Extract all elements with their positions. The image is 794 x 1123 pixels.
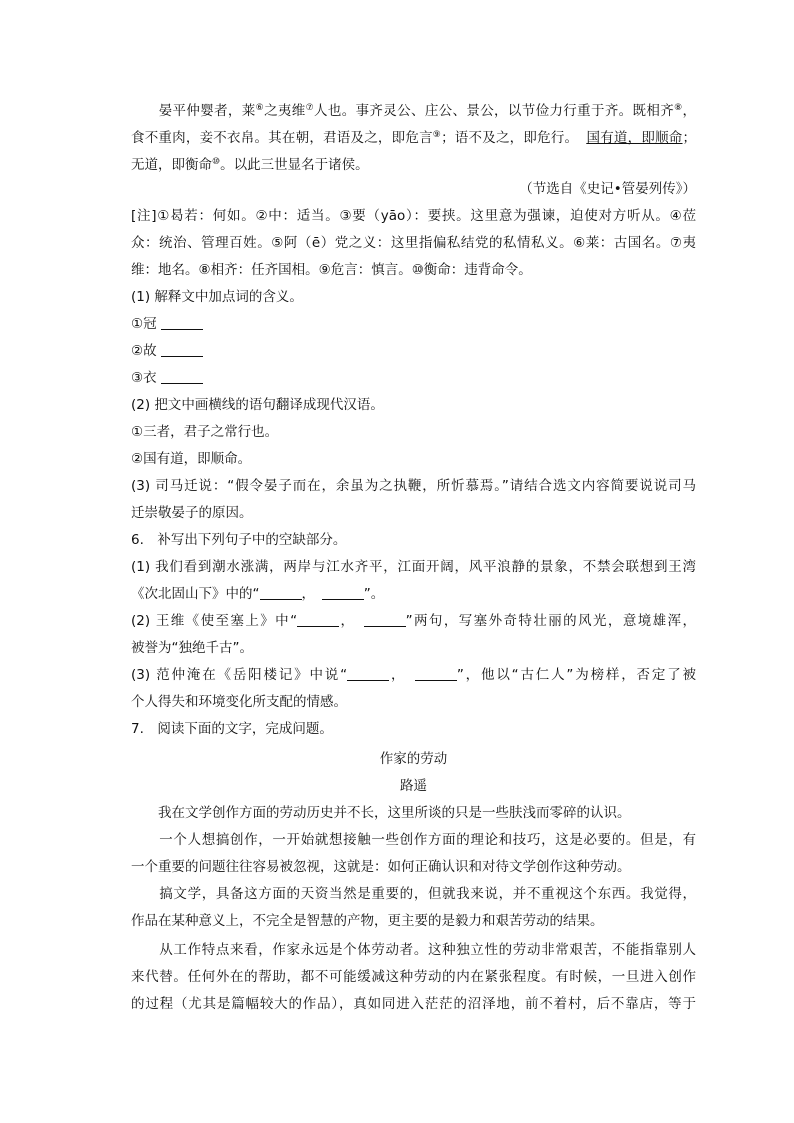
passage-text: 晏平仲婴者，莱 (131, 103, 256, 119)
answer-blank[interactable] (322, 585, 364, 600)
sentence-text: ， (389, 667, 400, 683)
article-line-8: 的过程（尤其是篇幅较大的作品），真如同进入茫茫的沼泽地，前不着村，后不靠店，等于 (131, 996, 696, 1012)
note-marker: ⑥ (255, 103, 265, 113)
sentence-text: 《次北固山下》中的“ (131, 586, 260, 602)
article-line-5: 作品在某种意义上，不完全是智慧的产物，更主要的是毅力和艰苦劳动的结果。 (131, 913, 604, 929)
article-line-4: 搞文学，具备这方面的天资当然是重要的，但就我来说，并不重视这个东西。我觉得， (131, 886, 696, 902)
note-marker: ⑦ (305, 103, 315, 113)
notes-line-3: 维：地名。⑧相齐：任齐国相。⑨危言：慎言。⑩衡命：违背命令。 (131, 262, 532, 278)
article-author: 路遥 (400, 778, 427, 794)
sentence-text: ”。 (363, 586, 385, 602)
answer-blank[interactable] (161, 342, 203, 357)
question-2-stem: (2) 把文中画横线的语句翻译成现代汉语。 (131, 397, 384, 413)
article-line-2: 一个人想搞创作，一开始就想接触一些创作方面的理论和技巧，这是必要的。但是，有 (131, 832, 696, 848)
sentence-text: ”，他以“古仁人”为榜样，否定了被 (456, 667, 697, 683)
q6-s2-line-1 (131, 610, 696, 632)
q6-s1-line-2 (131, 583, 696, 605)
passage-text: ；语不及之，即危行。 (441, 130, 579, 146)
question-3-line-1: (3) 司马迁说：“假令晏子而在，余虽为之执鞭，所忻慕焉。”请结合选文内容简要说说司马 (131, 478, 696, 494)
answer-blank[interactable] (161, 315, 203, 330)
article-line-3: 一个重要的问题往往容易被忽视，这就是：如何正确认识和对待文学创作这种劳动。 (131, 859, 631, 875)
passage-text: 之夷维 (264, 103, 306, 119)
answer-blank[interactable] (260, 585, 302, 600)
question-3-line-2: 迁崇敬晏子的原因。 (131, 505, 253, 521)
answer-blank[interactable] (415, 666, 457, 681)
sentence-text: (3) 范仲淹在《岳阳楼记》中说“ (131, 667, 348, 683)
sentence-text: ， (339, 613, 349, 629)
article-line-6: 从工作特点来看，作家永远是个体劳动者。这种独立性的劳动非常艰苦，不能指靠别人 (131, 942, 696, 958)
answer-blank[interactable] (347, 666, 389, 681)
article-title: 作家的劳动 (379, 751, 448, 767)
passage-text: 食不重肉，妾不衣帛。其在朝，君语及之，即危言 (131, 130, 433, 146)
answer-blank[interactable] (364, 612, 406, 627)
article-line-7: 来代替。任何外在的帮助，都不可能缓减这种劳动的内在紧张程度。有时候，一旦进入创作 (131, 969, 696, 985)
note-marker: ⑩ (212, 157, 221, 167)
passage-text: 。以此三世显名于诸侯。 (220, 157, 369, 173)
sentence-text: ”两句，写塞外奇特壮丽的风光，意境雄浑， (405, 613, 697, 629)
passage-line-2 (131, 124, 696, 146)
passage-text: ； (682, 130, 697, 146)
answer-blank[interactable] (161, 369, 203, 384)
question-1-item-3 (131, 367, 696, 389)
item-label: ③衣 (131, 370, 157, 386)
question-1-item-1 (131, 313, 696, 335)
q6-s3-line-2: 个人得失和环境变化所支配的情感。 (131, 694, 347, 710)
passage-line-1 (131, 97, 696, 119)
item-label: ②故 (131, 343, 157, 359)
notes-line-2: 众：统治、管理百姓。⑤阿（ē）党之义：这里指偏私结党的私情私义。⑥莱：古国名。⑦夷 (131, 235, 696, 251)
underlined-sentence: 国有道，即顺命 (586, 130, 683, 146)
sentence-text: ， (301, 586, 309, 602)
question-2-item-2: ②国有道，即顺命。 (131, 451, 252, 467)
question-6-stem: 6. 补写出下列句子中的空缺部分。 (131, 532, 347, 548)
passage-line-3 (131, 151, 696, 173)
passage-text: ， (682, 103, 696, 119)
note-marker: ⑨ (432, 130, 442, 140)
question-1-stem: (1) 解释文中加点词的含义。 (131, 289, 303, 305)
note-marker: ⑧ (674, 103, 683, 113)
article-line-1: 我在文学创作方面的劳动历史并不长，这里所谈的只是一些肤浅而零碎的认识。 (131, 805, 631, 821)
item-label: ①冠 (131, 316, 157, 332)
sentence-text: (2) 王维《使至塞上》中“ (131, 613, 298, 629)
passage-text: 无道，即衡命 (131, 157, 212, 173)
q6-s1-line-1: (1) 我们看到潮水涨满，两岸与江水齐平，江面开阔，风平浪静的景象，不禁会联想到王湾 (131, 559, 696, 575)
question-2-item-1: ①三者，君子之常行也。 (131, 424, 279, 440)
question-7-stem: 7. 阅读下面的文字，完成问题。 (131, 721, 333, 737)
q6-s2-line-2: 被誉为“独绝千古”。 (131, 640, 253, 656)
question-1-item-2 (131, 340, 696, 362)
answer-blank[interactable] (297, 612, 339, 627)
notes-line-1: [注]①曷若：何如。②中：适当。③要（yāo）：要挟。这里意为强谏，迫使对方听从。④莅 (131, 208, 696, 224)
passage-source: （节选自《史记•管晏列传》） (519, 181, 696, 197)
q6-s3-line-1 (131, 664, 696, 686)
passage-text: 人也。事齐灵公、庄公、景公，以节俭力行重于齐。既相齐 (314, 103, 675, 119)
